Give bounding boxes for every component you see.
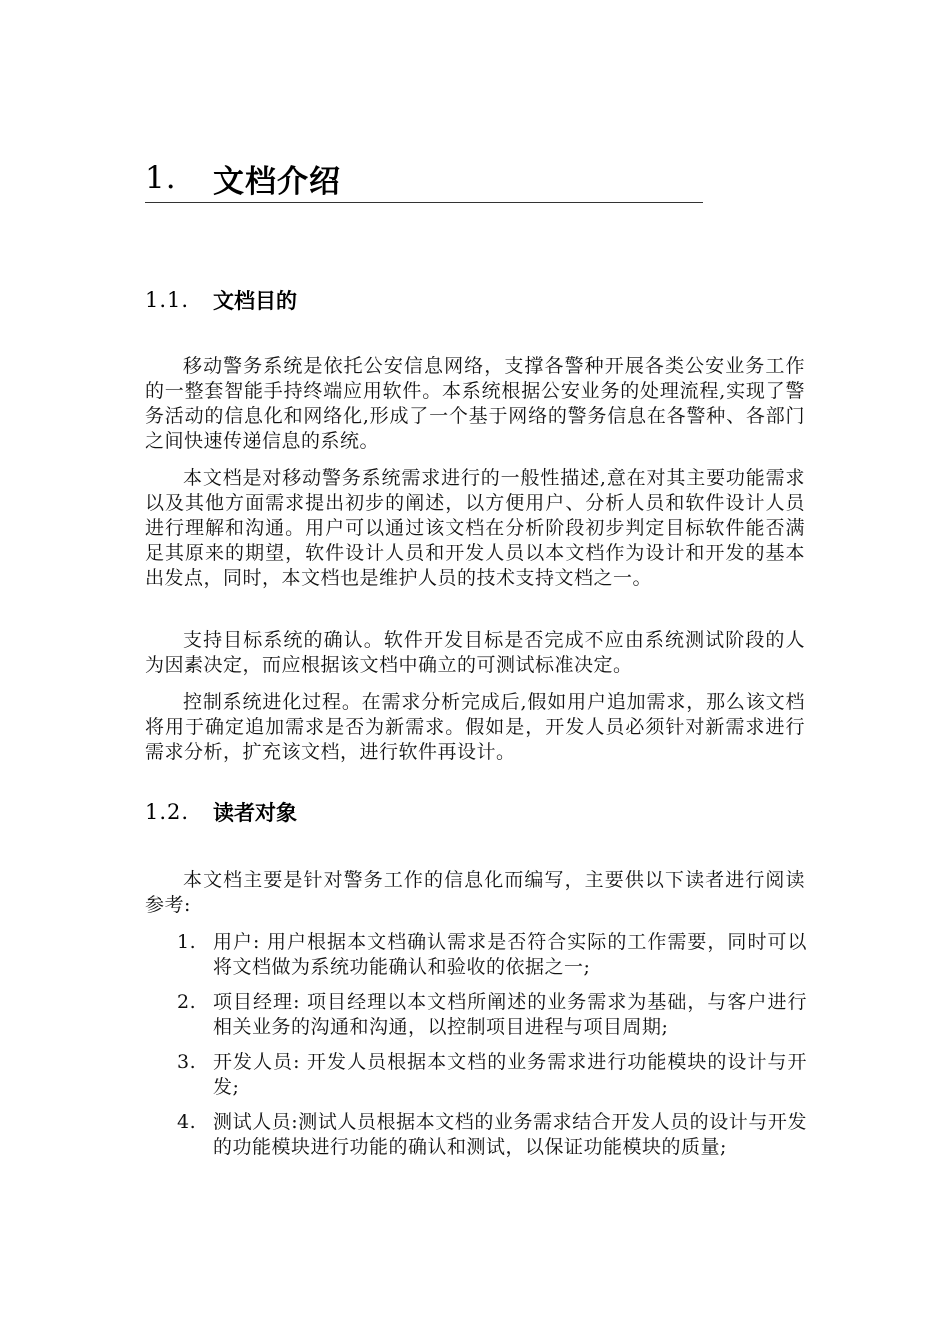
section-heading xyxy=(145,158,705,198)
list-item xyxy=(145,990,807,1040)
paragraph: 移动警务系统是依托公安信息网络，支撑各警种开展各类公安业务工作的一整套智能手持终端应用软件。本系统根据公安业务的处理流程,实现了警务活动的信息化和网络化,形成了一个基于网络的警务信息在各警种、各部门之间快速传递信息的系统。 xyxy=(145,355,805,452)
list-marker: 4. xyxy=(177,1111,197,1133)
subsection-heading-purpose xyxy=(145,284,297,316)
section-number: 1. xyxy=(145,160,177,196)
paragraph: 支持目标系统的确认。软件开发目标是否完成不应由系统测试阶段的人为因素决定，而应根据该文档中确立的可测试标准决定。 xyxy=(145,629,805,676)
heading-underline xyxy=(145,202,703,203)
section-title: 文档介绍 xyxy=(213,163,341,200)
list-item xyxy=(145,1050,807,1100)
subsection-heading-audience xyxy=(145,796,297,828)
reader-list xyxy=(145,930,807,1170)
list-item-text: 用户: 用户根据本文档确认需求是否符合实际的工作需要，同时可以将文档做为系统功能确认和验收的依据之一; xyxy=(213,931,807,978)
list-item xyxy=(145,930,807,980)
list-marker: 3. xyxy=(177,1051,197,1073)
subsection-title: 读者对象 xyxy=(213,800,297,825)
list-marker: 1. xyxy=(177,931,197,953)
paragraph: 本文档主要是针对警务工作的信息化而编写，主要供以下读者进行阅读参考: xyxy=(145,869,805,916)
subsection-title: 文档目的 xyxy=(213,288,297,313)
list-item-text: 开发人员: 开发人员根据本文档的业务需求进行功能模块的设计与开发; xyxy=(213,1051,807,1098)
subsection-number: 1.1. xyxy=(145,288,190,312)
paragraph: 控制系统进化过程。在需求分析完成后,假如用户追加需求，那么该文档将用于确定追加需求是否为新需求。假如是，开发人员必须针对新需求进行需求分析，扩充该文档，进行软件再设计。 xyxy=(145,691,805,763)
subsection-number: 1.2. xyxy=(145,800,190,824)
list-item xyxy=(145,1110,807,1160)
list-item-text: 项目经理: 项目经理以本文档所阐述的业务需求为基础，与客户进行相关业务的沟通和沟通，以控制项目进程与项目周期; xyxy=(213,991,807,1038)
list-marker: 2. xyxy=(177,991,197,1013)
paragraph: 本文档是对移动警务系统需求进行的一般性描述,意在对其主要功能需求以及其他方面需求提出初步的阐述，以方便用户、分析人员和软件设计人员进行理解和沟通。用户可以通过该文档在分析阶段初步判定目标软件能否满足其原来的期望，软件设计人员和开发人员以本文档作为设计和开发的基本出发点，同时，本文档也是维护人员的技术支持文档之一。 xyxy=(145,467,805,589)
list-item-text: 测试人员:测试人员根据本文档的业务需求结合开发人员的设计与开发的功能模块进行功能的确认和测试，以保证功能模块的质量; xyxy=(213,1111,807,1158)
